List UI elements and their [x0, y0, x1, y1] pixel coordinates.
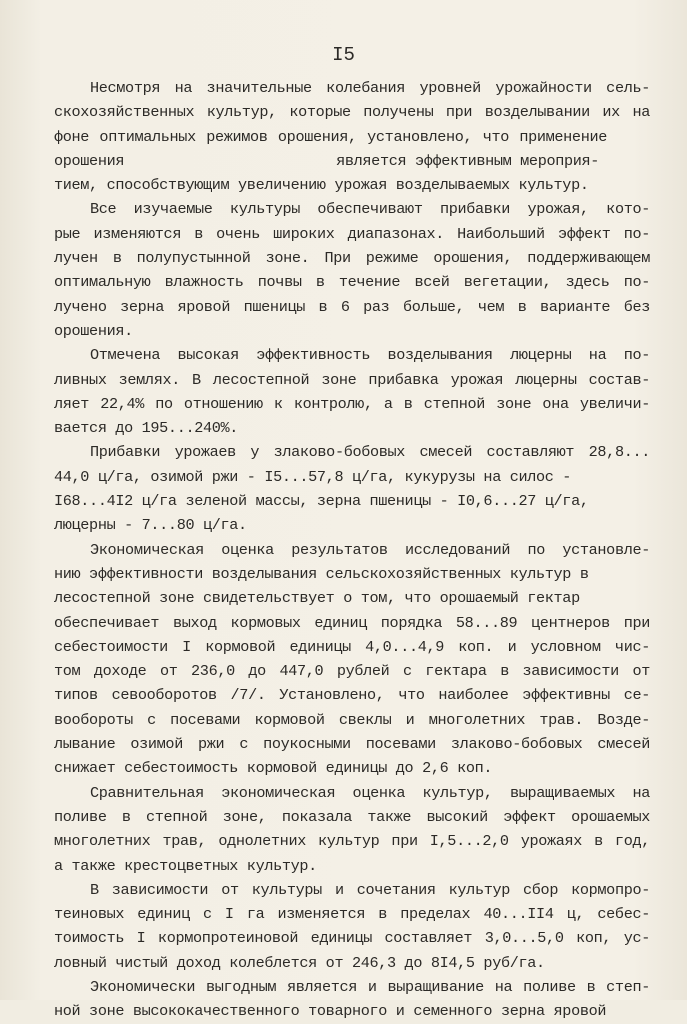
text-line: снижает себестоимость кормовой единицы до 2,6 коп. — [54, 759, 493, 778]
text-line: тием, способствующим увеличению урожая возделываемых культур. — [54, 176, 589, 195]
text-line: Несмотря на значительные колебания уровней урожайности сель- — [90, 79, 650, 97]
text-line: Сравнительная экономическая оценка культур, выращиваемых на — [90, 783, 650, 802]
text-line: Прибавки урожаев у злаково-бобовых смесей составляют 28,8... — [90, 443, 650, 462]
text-line: скохозяйственных культур, которые получены при возделывании их на — [54, 103, 650, 122]
text-line: лывание озимой ржи с поукосными посевами злаково-бобовых смесей — [54, 735, 650, 754]
text-line: лесостепной зоне свидетельствует о том, что орошаемый гектар — [54, 589, 580, 608]
text-line: ловный чистый доход колеблется от 246,3 до 8I4,5 руб/га. — [54, 953, 545, 972]
text-line: В зависимости от культуры и сочетания культур сбор кормопро- — [90, 880, 650, 899]
text-fragment: орошения — [54, 151, 125, 170]
text-line-with-gap — [54, 149, 650, 173]
text-line: вается до 195...240%. — [54, 419, 239, 438]
text-line: I68...4I2 ц/га зеленой массы, зерна пшеницы - I0,6...27 ц/га, — [54, 492, 589, 511]
text-line: ливных землях. В лесостепной зоне прибавка урожая люцерны состав- — [54, 370, 650, 389]
text-line: Отмечена высокая эффективность возделывания люцерны на по- — [90, 346, 650, 365]
text-line: нию эффективности возделывания сельскохозяйственных культур в — [54, 564, 589, 583]
text-line: многолетних трав, однолетних культур при I,5...2,0 урожаях в год, — [54, 832, 650, 851]
text-line: Все изучаемые культуры обеспечивают прибавки урожая, кото- — [90, 200, 650, 219]
text-line: лучен в полупустынной зоне. При режиме орошения, поддерживающем — [54, 249, 650, 268]
text-line: Экономически выгодным является и выращивание на поливе в степ- — [90, 977, 650, 996]
text-line: орошения. — [54, 321, 133, 340]
text-line: фоне оптимальных режимов орошения, установлено, что применение — [54, 127, 607, 146]
text-line: 44,0 ц/га, озимой ржи - I5...57,8 ц/га, кукурузы на силос - — [54, 467, 572, 486]
text-line: поливе в степной зоне, показала также высокий эффект орошаемых — [54, 807, 650, 826]
text-line: люцерны - 7...80 ц/га. — [54, 516, 247, 535]
text-line: обеспечивает выход кормовых единиц порядка 58...89 центнеров при — [54, 613, 650, 632]
page-number: I5 — [332, 44, 355, 66]
text-line: а также крестоцветных культур. — [54, 856, 317, 875]
text-line: рые изменяются в очень широких диапазонах. Наибольший эффект по- — [54, 224, 650, 243]
text-line: ной зоне высококачественного товарного и семенного зерна яровой — [54, 1002, 607, 1021]
text-line: теиновых единиц с I га изменяется в пределах 40...II4 ц, себес- — [54, 905, 650, 924]
text-line: себестоимости I кормовой единицы 4,0...4,9 коп. и условном чис- — [54, 637, 650, 656]
text-line: ляет 22,4% по отношению к контролю, а в степной зоне она увеличи- — [54, 394, 650, 413]
body-text — [54, 76, 650, 1024]
text-line: оптимальную влажность почвы в течение всей вегетации, здесь по- — [54, 273, 650, 292]
text-line: том доходе от 236,0 до 447,0 рублей с гектара в зависимости от — [54, 662, 650, 681]
text-line: типов севооборотов /7/. Установлено, что наиболее эффективны се- — [54, 686, 650, 705]
text-line: Экономическая оценка результатов исследований по установле- — [90, 540, 650, 559]
text-line: лучено зерна яровой пшеницы в 6 раз больше, чем в варианте без — [54, 297, 650, 316]
text-fragment: является эффективным мероприя- — [336, 151, 600, 170]
text-line: тоимость I кормопротеиновой единицы составляет 3,0...5,0 коп, ус- — [54, 929, 650, 948]
text-line: вообороты с посевами кормовой свеклы и многолетних трав. Возде- — [54, 710, 650, 729]
